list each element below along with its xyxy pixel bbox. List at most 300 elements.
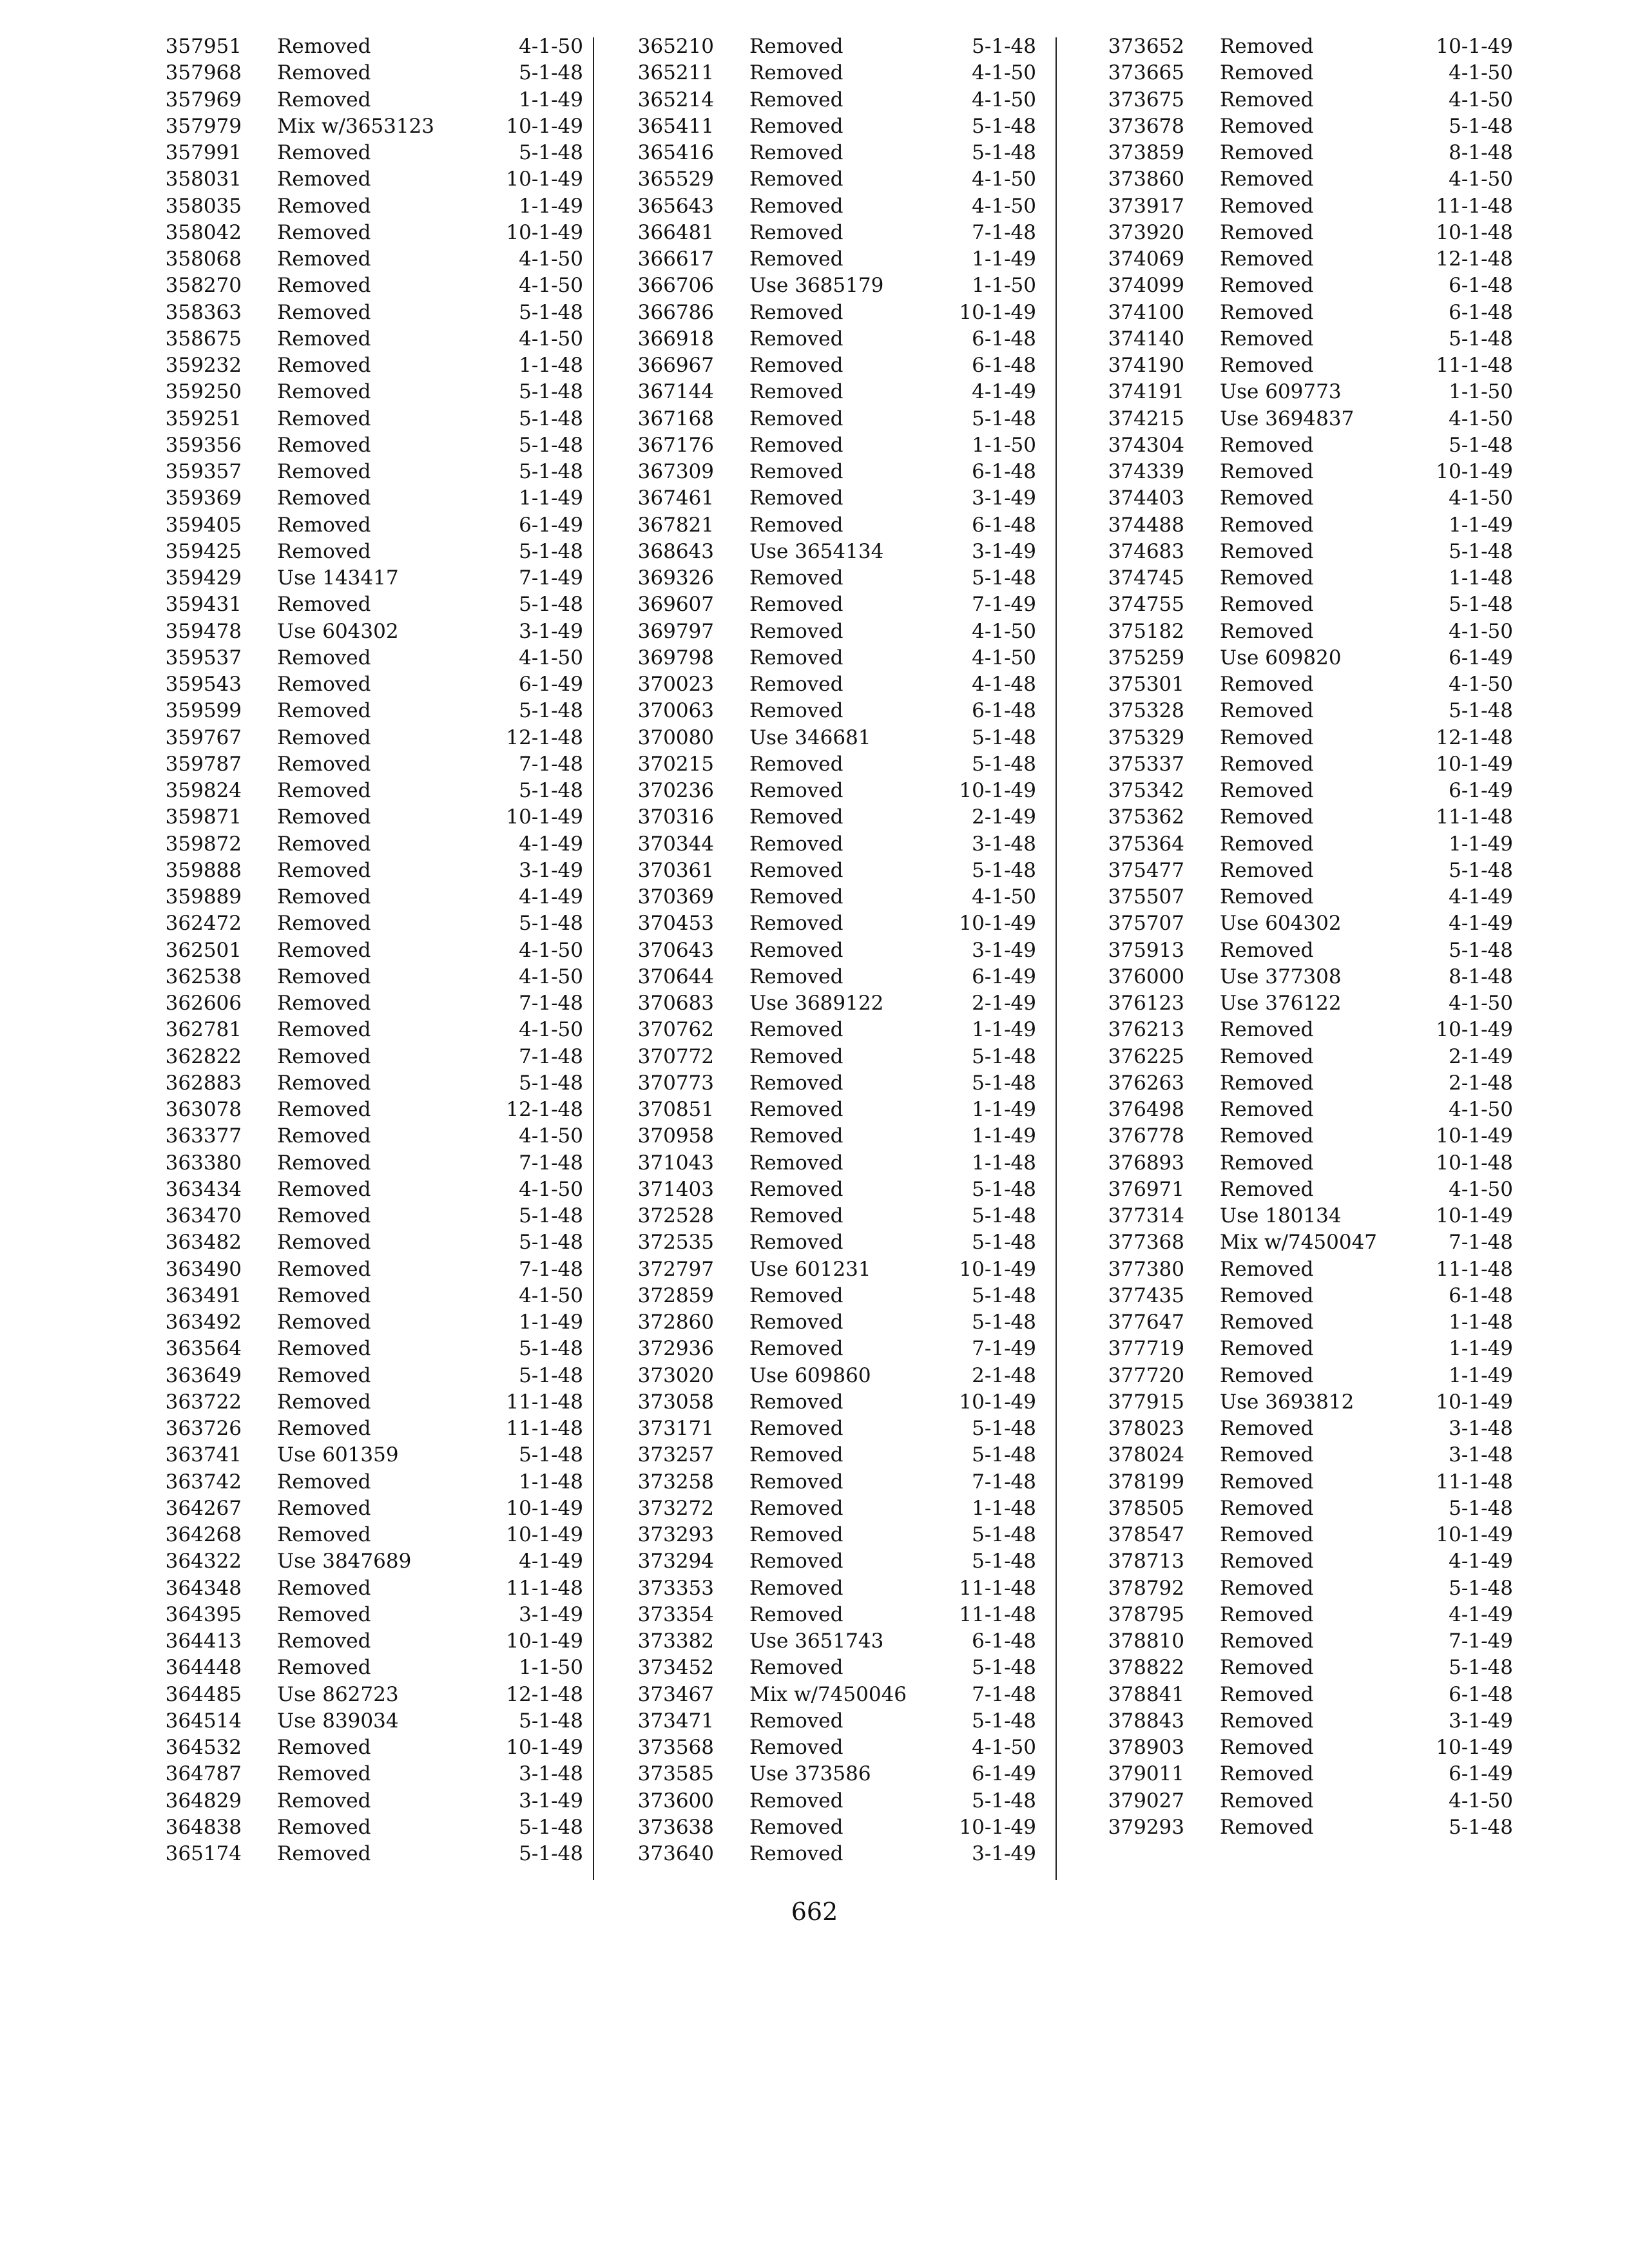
status-action: Removed <box>277 460 371 483</box>
status-action: Removed <box>749 460 843 483</box>
effective-date: 1-1-48 <box>1449 566 1513 590</box>
effective-date: 10-1-49 <box>959 1390 1036 1414</box>
status-action: Removed <box>1220 1071 1314 1095</box>
table-row <box>617 1495 1036 1522</box>
table-row <box>145 884 583 910</box>
status-action: Use 376122 <box>1220 992 1342 1015</box>
effective-date: 1-1-49 <box>972 247 1036 271</box>
table-row <box>617 1442 1036 1468</box>
table-row <box>617 619 1036 645</box>
effective-date: 11-1-48 <box>506 1576 583 1600</box>
effective-date: 4-1-50 <box>972 885 1036 908</box>
part-number: 375328 <box>1108 699 1184 723</box>
part-number: 359405 <box>165 513 242 537</box>
status-action: Removed <box>1220 1682 1314 1706</box>
table-row <box>145 619 583 645</box>
table-row <box>145 1283 583 1309</box>
part-number: 375507 <box>1108 885 1184 908</box>
table-row <box>1088 1309 1513 1336</box>
status-action: Removed <box>277 673 371 696</box>
effective-date: 10-1-48 <box>1436 220 1513 244</box>
effective-date: 6-1-49 <box>1449 1762 1513 1786</box>
part-number: 358270 <box>165 274 242 298</box>
table-row <box>617 591 1036 618</box>
table-row <box>145 831 583 858</box>
effective-date: 1-1-49 <box>1449 1337 1513 1361</box>
table-row <box>145 937 583 964</box>
table-row <box>1088 964 1513 990</box>
table-row <box>1088 300 1513 326</box>
table-row <box>145 1363 583 1389</box>
effective-date: 4-1-50 <box>1449 619 1513 643</box>
status-action: Removed <box>277 247 371 271</box>
status-action: Removed <box>1220 35 1314 58</box>
part-number: 365529 <box>637 168 714 191</box>
effective-date: 4-1-49 <box>1449 912 1513 936</box>
status-action: Removed <box>277 1496 371 1520</box>
effective-date: 1-1-50 <box>519 1656 583 1680</box>
effective-date: 4-1-50 <box>519 1018 583 1042</box>
effective-date: 1-1-49 <box>1449 1363 1513 1387</box>
table-row <box>145 1761 583 1787</box>
table-row <box>1088 990 1513 1017</box>
effective-date: 10-1-49 <box>506 220 583 244</box>
status-action: Removed <box>277 1736 371 1759</box>
part-number: 373638 <box>637 1815 714 1839</box>
part-number: 372528 <box>637 1204 714 1227</box>
part-number: 364395 <box>165 1602 242 1626</box>
table-row <box>145 326 583 352</box>
part-number: 366617 <box>637 247 714 271</box>
table-row <box>145 1655 583 1681</box>
status-action: Removed <box>1220 1283 1314 1307</box>
table-row <box>145 1469 583 1495</box>
effective-date: 6-1-48 <box>972 1629 1036 1653</box>
status-action: Removed <box>277 992 371 1015</box>
status-action: Use 3654134 <box>749 539 884 563</box>
table-row <box>617 1708 1036 1735</box>
table-row <box>145 1602 583 1628</box>
status-action: Mix w/3653123 <box>277 114 435 138</box>
part-number: 359369 <box>165 486 242 510</box>
status-action: Removed <box>1220 1550 1314 1573</box>
status-action: Removed <box>277 141 371 164</box>
part-number: 359767 <box>165 726 242 749</box>
effective-date: 5-1-48 <box>519 1071 583 1095</box>
part-number: 358042 <box>165 220 242 244</box>
status-action: Use 604302 <box>1220 912 1342 936</box>
effective-date: 5-1-48 <box>1449 1576 1513 1600</box>
part-number: 364532 <box>165 1736 242 1759</box>
effective-date: 5-1-48 <box>519 1231 583 1254</box>
part-number: 369797 <box>637 619 714 643</box>
table-row <box>145 1017 583 1043</box>
table-row <box>617 1602 1036 1628</box>
effective-date: 3-1-49 <box>972 539 1036 563</box>
effective-date: 5-1-48 <box>519 61 583 85</box>
table-row <box>617 273 1036 299</box>
effective-date: 5-1-48 <box>972 1789 1036 1812</box>
effective-date: 5-1-48 <box>519 1443 583 1467</box>
table-row <box>145 1097 583 1123</box>
table-row <box>617 379 1036 405</box>
status-action: Removed <box>749 1124 843 1148</box>
status-action: Removed <box>749 1789 843 1812</box>
part-number: 377314 <box>1108 1204 1184 1227</box>
effective-date: 10-1-49 <box>1436 1523 1513 1546</box>
status-action: Removed <box>277 1842 371 1865</box>
part-number: 364485 <box>165 1682 242 1706</box>
table-row <box>617 1761 1036 1787</box>
table-row <box>1088 778 1513 804</box>
effective-date: 4-1-50 <box>1449 992 1513 1015</box>
effective-date: 6-1-48 <box>972 513 1036 537</box>
status-action: Removed <box>1220 1709 1314 1733</box>
status-action: Removed <box>277 61 371 85</box>
status-action: Removed <box>277 1390 371 1414</box>
table-row <box>617 34 1036 60</box>
effective-date: 5-1-48 <box>519 300 583 324</box>
table-row <box>617 1309 1036 1336</box>
part-number: 362781 <box>165 1018 242 1042</box>
table-row <box>617 1522 1036 1548</box>
status-action: Removed <box>749 619 843 643</box>
effective-date: 5-1-48 <box>972 1283 1036 1307</box>
table-row <box>1088 1575 1513 1602</box>
part-number: 364838 <box>165 1815 242 1839</box>
part-number: 365174 <box>165 1842 242 1865</box>
part-number: 363482 <box>165 1231 242 1254</box>
effective-date: 4-1-50 <box>1449 88 1513 111</box>
table-row <box>145 990 583 1017</box>
effective-date: 7-1-49 <box>519 566 583 590</box>
part-number: 370772 <box>637 1044 714 1068</box>
table-row <box>617 804 1036 831</box>
effective-date: 5-1-48 <box>972 1443 1036 1467</box>
effective-date: 7-1-48 <box>519 1257 583 1281</box>
part-number: 359425 <box>165 539 242 563</box>
status-action: Removed <box>749 220 843 244</box>
effective-date: 5-1-48 <box>1449 433 1513 457</box>
table-row <box>145 300 583 326</box>
part-number: 372859 <box>637 1283 714 1307</box>
table-row <box>617 1575 1036 1602</box>
effective-date: 1-1-48 <box>1449 1311 1513 1334</box>
part-number: 375913 <box>1108 938 1184 962</box>
part-number: 357991 <box>165 141 242 164</box>
part-number: 366706 <box>637 274 714 298</box>
status-action: Removed <box>749 1496 843 1520</box>
status-action: Removed <box>1220 513 1314 537</box>
table-row <box>145 60 583 86</box>
part-number: 377368 <box>1108 1231 1184 1254</box>
table-row <box>617 1814 1036 1841</box>
table-row <box>145 1389 583 1416</box>
effective-date: 1-1-48 <box>519 1470 583 1494</box>
table-row <box>1088 1363 1513 1389</box>
part-number: 377719 <box>1108 1337 1184 1361</box>
part-number: 363741 <box>165 1443 242 1467</box>
status-action: Removed <box>749 1044 843 1068</box>
table-row <box>145 910 583 937</box>
table-row <box>617 778 1036 804</box>
status-action: Removed <box>1220 726 1314 749</box>
part-number: 373665 <box>1108 61 1184 85</box>
part-number: 366967 <box>637 354 714 377</box>
part-number: 374099 <box>1108 274 1184 298</box>
effective-date: 6-1-48 <box>1449 1682 1513 1706</box>
status-action: Removed <box>749 1550 843 1573</box>
part-number: 378903 <box>1108 1736 1184 1759</box>
part-number: 357951 <box>165 35 242 58</box>
effective-date: 4-1-50 <box>519 646 583 669</box>
status-action: Removed <box>749 1151 843 1175</box>
table-row <box>1088 220 1513 246</box>
table-row <box>1088 512 1513 539</box>
status-action: Removed <box>1220 247 1314 271</box>
part-number: 372936 <box>637 1337 714 1361</box>
status-action: Removed <box>1220 1098 1314 1121</box>
effective-date: 4-1-50 <box>972 646 1036 669</box>
part-number: 372860 <box>637 1311 714 1334</box>
status-action: Removed <box>749 832 843 856</box>
part-number: 359872 <box>165 832 242 856</box>
part-number: 376225 <box>1108 1044 1184 1068</box>
status-action: Mix w/7450047 <box>1220 1231 1378 1254</box>
part-number: 374683 <box>1108 539 1184 563</box>
status-action: Use 377308 <box>1220 965 1342 988</box>
status-action: Removed <box>749 1842 843 1865</box>
part-number: 359824 <box>165 779 242 802</box>
status-action: Removed <box>749 61 843 85</box>
table-row <box>617 1283 1036 1309</box>
status-action: Use 601359 <box>277 1443 399 1467</box>
table-row <box>1088 432 1513 459</box>
table-row <box>617 1628 1036 1655</box>
effective-date: 5-1-48 <box>972 1709 1036 1733</box>
table-row <box>617 1548 1036 1575</box>
effective-date: 2-1-49 <box>1449 1044 1513 1068</box>
effective-date: 4-1-50 <box>972 88 1036 111</box>
status-action: Use 143417 <box>277 566 399 590</box>
effective-date: 4-1-50 <box>519 35 583 58</box>
status-action: Removed <box>749 805 843 829</box>
part-number: 367176 <box>637 433 714 457</box>
status-action: Removed <box>277 858 371 882</box>
effective-date: 1-1-49 <box>972 1124 1036 1148</box>
status-action: Removed <box>749 1523 843 1546</box>
effective-date: 11-1-48 <box>1436 1257 1513 1281</box>
effective-date: 3-1-49 <box>519 1602 583 1626</box>
status-action: Use 3651743 <box>749 1629 884 1653</box>
status-action: Removed <box>277 593 371 617</box>
table-row <box>145 1203 583 1229</box>
table-row <box>617 1389 1036 1416</box>
effective-date: 5-1-48 <box>972 114 1036 138</box>
effective-date: 11-1-48 <box>506 1417 583 1440</box>
table-row <box>617 858 1036 884</box>
effective-date: 5-1-48 <box>1449 114 1513 138</box>
part-number: 370773 <box>637 1071 714 1095</box>
part-number: 373058 <box>637 1390 714 1414</box>
table-row <box>145 1256 583 1283</box>
status-action: Removed <box>277 965 371 988</box>
part-number: 375301 <box>1108 673 1184 696</box>
effective-date: 4-1-50 <box>1449 1177 1513 1201</box>
status-action: Removed <box>277 726 371 749</box>
status-action: Removed <box>277 1124 371 1148</box>
status-action: Removed <box>1220 938 1314 962</box>
effective-date: 1-1-49 <box>1449 513 1513 537</box>
status-action: Removed <box>277 486 371 510</box>
part-number: 376971 <box>1108 1177 1184 1201</box>
table-row <box>145 1044 583 1070</box>
status-action: Removed <box>277 699 371 723</box>
table-row <box>1088 1123 1513 1149</box>
status-action: Removed <box>1220 805 1314 829</box>
table-row <box>145 379 583 405</box>
effective-date: 4-1-50 <box>1449 1098 1513 1121</box>
status-action: Removed <box>1220 168 1314 191</box>
status-action: Removed <box>1220 1124 1314 1148</box>
table-row <box>1088 166 1513 193</box>
status-action: Removed <box>1220 354 1314 377</box>
effective-date: 7-1-48 <box>972 220 1036 244</box>
effective-date: 5-1-48 <box>972 141 1036 164</box>
effective-date: 1-1-49 <box>972 1098 1036 1121</box>
part-number: 373860 <box>1108 168 1184 191</box>
effective-date: 4-1-50 <box>519 938 583 962</box>
part-number: 358068 <box>165 247 242 271</box>
part-number: 374190 <box>1108 354 1184 377</box>
effective-date: 6-1-48 <box>972 460 1036 483</box>
part-number: 364268 <box>165 1523 242 1546</box>
table-row <box>617 1097 1036 1123</box>
table-row <box>617 671 1036 698</box>
part-number: 364514 <box>165 1709 242 1733</box>
part-number: 358031 <box>165 168 242 191</box>
part-number: 373354 <box>637 1602 714 1626</box>
effective-date: 1-1-48 <box>972 1151 1036 1175</box>
part-number: 374403 <box>1108 486 1184 510</box>
table-row <box>1088 1655 1513 1681</box>
effective-date: 12-1-48 <box>506 1098 583 1121</box>
status-action: Removed <box>277 1204 371 1227</box>
status-action: Removed <box>277 1071 371 1095</box>
table-row <box>145 87 583 113</box>
status-action: Removed <box>277 1337 371 1361</box>
status-action: Removed <box>1220 539 1314 563</box>
status-action: Removed <box>749 752 843 776</box>
table-row <box>617 1363 1036 1389</box>
status-action: Removed <box>1220 1762 1314 1786</box>
status-action: Removed <box>1220 141 1314 164</box>
effective-date: 5-1-48 <box>1449 1815 1513 1839</box>
table-row <box>145 539 583 565</box>
effective-date: 3-1-49 <box>972 486 1036 510</box>
status-action: Removed <box>1220 1815 1314 1839</box>
status-action: Removed <box>1220 88 1314 111</box>
table-row <box>617 1469 1036 1495</box>
status-action: Use 3689122 <box>749 992 884 1015</box>
part-number: 373585 <box>637 1762 714 1786</box>
status-action: Use 3847689 <box>277 1550 412 1573</box>
table-row <box>617 1150 1036 1177</box>
part-number: 374140 <box>1108 327 1184 351</box>
part-number: 376778 <box>1108 1124 1184 1148</box>
status-action: Removed <box>277 1257 371 1281</box>
table-row <box>1088 379 1513 405</box>
part-number: 359251 <box>165 407 242 430</box>
status-action: Removed <box>1220 779 1314 802</box>
status-action: Removed <box>1220 673 1314 696</box>
effective-date: 2-1-49 <box>972 992 1036 1015</box>
effective-date: 3-1-48 <box>972 832 1036 856</box>
part-number: 370080 <box>637 726 714 749</box>
table-row <box>1088 1389 1513 1416</box>
status-action: Removed <box>1220 1311 1314 1334</box>
effective-date: 4-1-50 <box>1449 168 1513 191</box>
part-number: 378822 <box>1108 1656 1184 1680</box>
table-row <box>617 220 1036 246</box>
column-divider-1 <box>593 37 594 1880</box>
part-number: 374304 <box>1108 433 1184 457</box>
status-action: Removed <box>277 646 371 669</box>
status-action: Removed <box>1220 1337 1314 1361</box>
effective-date: 1-1-49 <box>972 1018 1036 1042</box>
table-row <box>617 645 1036 671</box>
table-row <box>1088 645 1513 671</box>
part-number: 358363 <box>165 300 242 324</box>
part-number: 373020 <box>637 1363 714 1387</box>
table-row <box>145 1548 583 1575</box>
effective-date: 4-1-50 <box>1449 407 1513 430</box>
part-number: 378843 <box>1108 1709 1184 1733</box>
part-number: 363726 <box>165 1417 242 1440</box>
status-action: Removed <box>1220 114 1314 138</box>
table-row <box>145 512 583 539</box>
part-number: 373640 <box>637 1842 714 1865</box>
part-number: 374100 <box>1108 300 1184 324</box>
part-number: 358675 <box>165 327 242 351</box>
part-number: 370215 <box>637 752 714 776</box>
table-row <box>145 406 583 432</box>
table-row <box>145 1841 583 1867</box>
table-row <box>1088 1682 1513 1708</box>
part-number: 378810 <box>1108 1629 1184 1653</box>
status-action: Removed <box>277 1602 371 1626</box>
effective-date: 5-1-48 <box>519 380 583 404</box>
table-row <box>1088 619 1513 645</box>
effective-date: 1-1-48 <box>972 1496 1036 1520</box>
part-number: 363078 <box>165 1098 242 1121</box>
part-number: 368643 <box>637 539 714 563</box>
status-action: Removed <box>1220 1417 1314 1440</box>
status-action: Removed <box>749 1098 843 1121</box>
parts-column-1 <box>145 34 583 1867</box>
part-number: 378713 <box>1108 1550 1184 1573</box>
table-row <box>145 725 583 751</box>
table-row <box>145 1336 583 1362</box>
table-row <box>145 113 583 140</box>
table-row <box>145 1177 583 1203</box>
effective-date: 8-1-48 <box>1449 141 1513 164</box>
part-number: 363649 <box>165 1363 242 1387</box>
part-number: 365643 <box>637 194 714 218</box>
part-number: 374215 <box>1108 407 1184 430</box>
status-action: Removed <box>277 513 371 537</box>
status-action: Removed <box>749 247 843 271</box>
